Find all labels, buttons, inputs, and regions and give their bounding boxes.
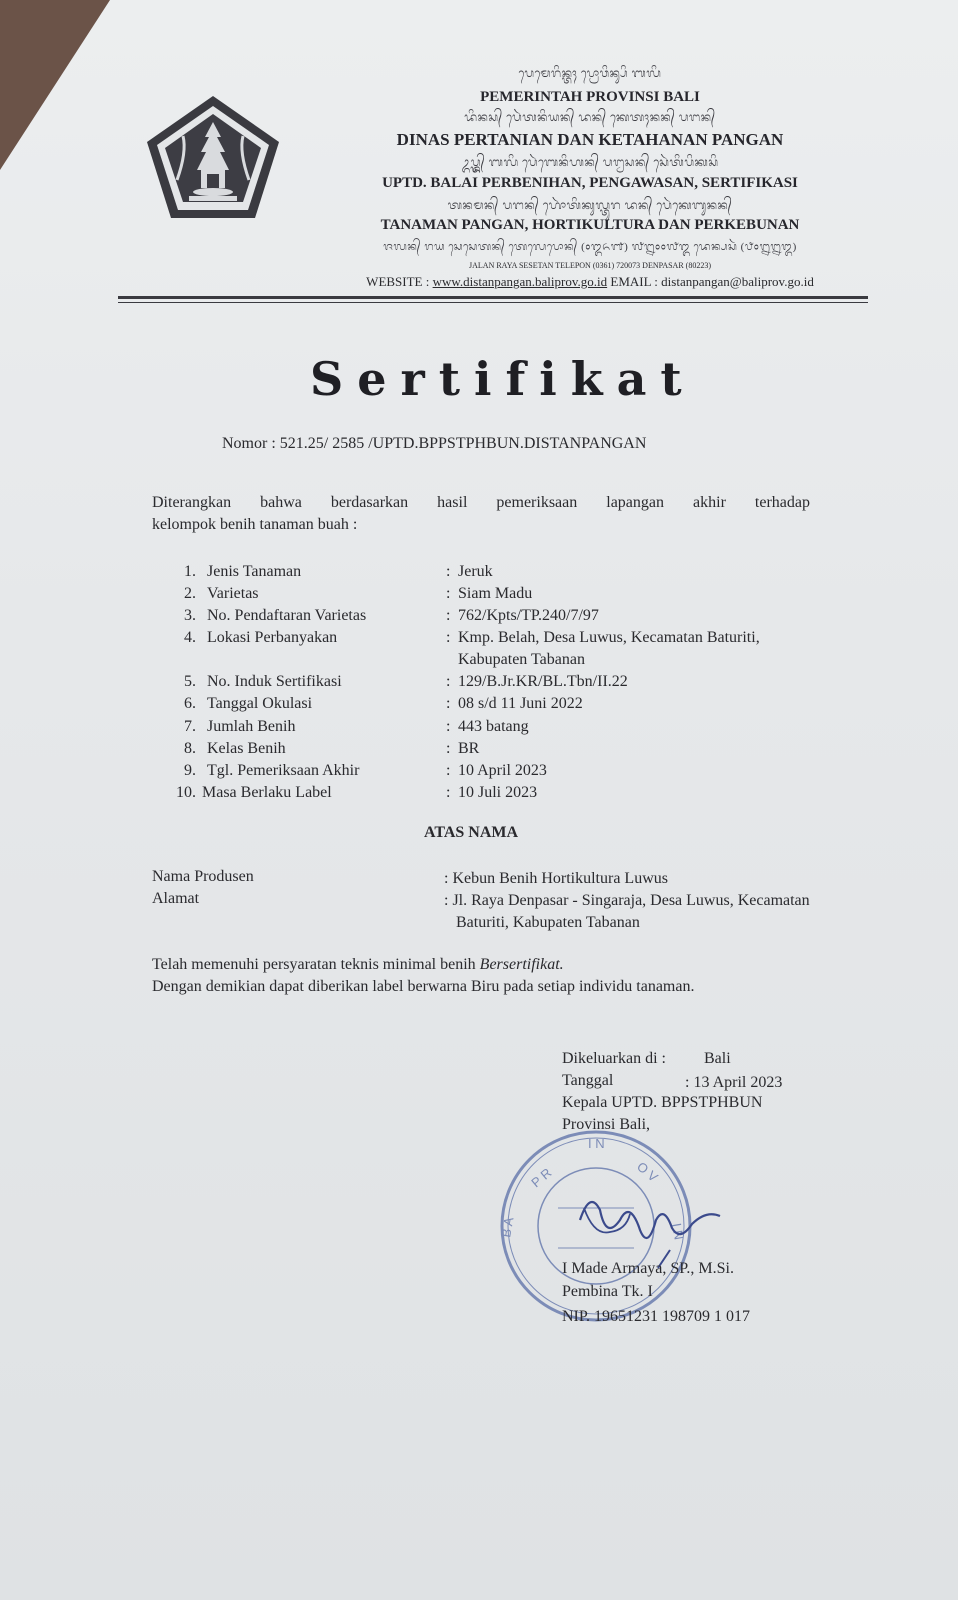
list-item — [0, 673, 958, 695]
item-value: BR — [458, 740, 480, 757]
header-script-5: ᬚᬮᬦ᭄ ᬭᬬ ᬲᬾᬲᬾᬢᬦ᭄ ᬢᬾᬮᬾᬧᭀᬦ᭄ (᭐᭓᭖᭑) ᭗᭒᭐᭐᭗᭓ ᬤᬾᬦ᭄ᬧᬲᬃ (᭘᭐᭒᭒᭓) — [383, 241, 797, 253]
header-script-4: ᬢᬦᬫᬦ᭄ ᬧᬗᬦ᭄ ᬳᭀᬃᬢᬶᬓᬸᬮ᭄ᬢᬸᬭ ᬤᬦ᭄ ᬧᬾᬃᬓᬾᬩᬸᬦᬦ᭄ — [447, 198, 733, 212]
producer-address-label: Alamat — [152, 890, 200, 907]
item-colon: : — [446, 740, 451, 757]
item-number: 10. — [176, 784, 196, 801]
item-label: Lokasi Perbanyakan — [207, 629, 338, 646]
item-label: Tgl. Pemeriksaan Akhir — [207, 762, 360, 779]
certificate-title: Sertifikat — [310, 352, 696, 406]
item-label: Masa Berlaku Label — [202, 784, 332, 801]
item-label: Jumlah Benih — [207, 718, 296, 735]
item-value: Jeruk — [458, 563, 493, 580]
item-label: Kelas Benih — [207, 740, 286, 757]
item-colon: : — [446, 695, 451, 712]
item-value: Kmp. Belah, Desa Luwus, Kecamatan Baturiti, — [458, 629, 760, 646]
list-item — [0, 585, 958, 607]
signatory-rank: Pembina Tk. I — [562, 1283, 653, 1300]
item-colon: : — [446, 762, 451, 779]
list-item — [0, 740, 958, 762]
header-contact — [300, 274, 880, 290]
issued-place-value: Bali — [704, 1050, 731, 1067]
svg-text:P R: P R — [528, 1165, 555, 1191]
certificate-number: Nomor : 521.25/ 2585 /UPTD.BPPSTPHBUN.DISTANPANGAN — [222, 435, 647, 452]
list-item — [0, 607, 958, 629]
item-number: 4. — [184, 629, 196, 646]
header-line-1: PEMERINTAH PROVINSI BALI — [480, 89, 700, 105]
item-colon: : — [446, 629, 451, 646]
header-script-1: ᬧᬾᬫᬾᬭᬶᬦ᭄ᬢᬄ ᬧ᭄ᬭᭀᬯᬶᬦ᭄ᬲᬶ ᬩᬮᬶ — [518, 66, 662, 80]
producer-name-value: : Kebun Benih Hortikultura Luwus — [444, 870, 668, 887]
svg-text:I N: I N — [669, 1221, 687, 1241]
issued-date-label: Tanggal — [562, 1072, 614, 1089]
list-item — [0, 629, 958, 668]
svg-text:O V: O V — [634, 1158, 661, 1185]
intro-line-2: kelompok benih tanaman buah : — [152, 516, 358, 533]
header-script-2: ᬤᬶᬦᬲ᭄ ᬧᬾᬃᬢᬦᬶᬬᬦ᭄ ᬤᬦ᭄ ᬓᬾᬢᬄᬦᬦ᭄ ᬧᬗᬦ᭄ — [464, 110, 716, 124]
item-number: 5. — [184, 673, 196, 690]
atas-nama-heading: ATAS NAMA — [424, 824, 519, 841]
item-label: Tanggal Okulasi — [207, 695, 313, 712]
list-item — [0, 784, 958, 806]
item-number: 3. — [184, 607, 196, 624]
closing-line-1: Telah memenuhi persyaratan teknis minimal benih Bersertifikat. — [152, 956, 564, 973]
svg-text:B A: B A — [498, 1215, 517, 1239]
header-script-3: ᬉᬧ᭄ᬢ᭄ᬤ᭄ ᬩᬮᬶ ᬧᬾᬃᬩᬾᬦᬶᬳᬦ᭄ ᬧᬗ᭄ᬯᬲᬦ᭄ ᬲᬾᬃᬢᬶᬧᬶᬓᬲᬶ — [461, 155, 719, 169]
item-value: 443 batang — [458, 718, 529, 735]
item-label: No. Induk Sertifikasi — [207, 673, 342, 690]
header-line-2: DINAS PERTANIAN DAN KETAHANAN PANGAN — [396, 130, 784, 149]
closing-line-2: Dengan demikian dapat diberikan label berwarna Biru pada setiap individu tanaman. — [152, 978, 695, 995]
email-label: EMAIL : — [610, 274, 658, 289]
svg-text:I N: I N — [588, 1136, 605, 1151]
item-value: 08 s/d 11 Juni 2022 — [458, 695, 583, 712]
header-address: JALAN RAYA SESETAN TELEPON (0361) 720073 DENPASAR (80223) — [469, 261, 711, 270]
header-line-3: UPTD. BALAI PERBENIHAN, PENGAWASAN, SERTIFIKASI — [382, 175, 798, 191]
item-label: No. Pendaftaran Varietas — [207, 607, 367, 624]
item-number: 6. — [184, 695, 196, 712]
signatory-name: I Made Armaya, SP., M.Si. — [562, 1260, 734, 1277]
producer-name-label: Nama Produsen — [152, 868, 254, 885]
item-value-continued: Kabupaten Tabanan — [458, 651, 585, 668]
item-value: 10 April 2023 — [458, 762, 547, 779]
item-value: 10 Juli 2023 — [458, 784, 538, 801]
producer-address-value-2: Baturiti, Kabupaten Tabanan — [456, 914, 640, 931]
list-item — [0, 695, 958, 717]
intro-line-1: Diterangkan bahwa berdasarkan hasil pemeriksaan lapangan akhir terhadap — [152, 494, 810, 511]
item-colon: : — [446, 718, 451, 735]
item-label: Jenis Tanaman — [207, 563, 302, 580]
issued-place-label: Dikeluarkan di : — [562, 1050, 666, 1067]
item-value: 762/Kpts/TP.240/7/97 — [458, 607, 599, 624]
signatory-nip: NIP. 19651231 198709 1 017 — [562, 1308, 751, 1325]
item-number: 2. — [184, 585, 196, 602]
producer-address-value: : Jl. Raya Denpasar - Singaraja, Desa Luwus, Kecamatan — [444, 892, 810, 909]
header-rule-thin — [118, 302, 868, 303]
item-number: 1. — [184, 563, 196, 580]
issued-date-value: : 13 April 2023 — [685, 1074, 783, 1091]
list-item — [0, 762, 958, 784]
header-rule-thick — [118, 296, 868, 299]
position-line-2: Provinsi Bali, — [562, 1116, 651, 1133]
item-colon: : — [446, 784, 451, 801]
item-number: 8. — [184, 740, 196, 757]
item-colon: : — [446, 563, 451, 580]
list-item — [0, 718, 958, 740]
item-value: 129/B.Jr.KR/BL.Tbn/II.22 — [458, 673, 628, 690]
item-colon: : — [446, 585, 451, 602]
item-number: 7. — [184, 718, 196, 735]
handwritten-signature — [560, 1180, 730, 1270]
item-colon: : — [446, 673, 451, 690]
website-label: WEBSITE : — [366, 274, 430, 289]
header-line-4: TANAMAN PANGAN, HORTIKULTURA DAN PERKEBUNAN — [380, 217, 800, 233]
item-number: 9. — [184, 762, 196, 779]
website-link[interactable]: www.distanpangan.baliprov.go.id — [432, 274, 608, 289]
position-line-1: Kepala UPTD. BPPSTPHBUN — [562, 1094, 763, 1111]
item-colon: : — [446, 607, 451, 624]
item-value: Siam Madu — [458, 585, 533, 602]
list-item — [0, 563, 958, 585]
item-label: Varietas — [207, 585, 259, 602]
bali-province-emblem — [143, 92, 283, 222]
email-value: distanpangan@baliprov.go.id — [661, 274, 814, 289]
